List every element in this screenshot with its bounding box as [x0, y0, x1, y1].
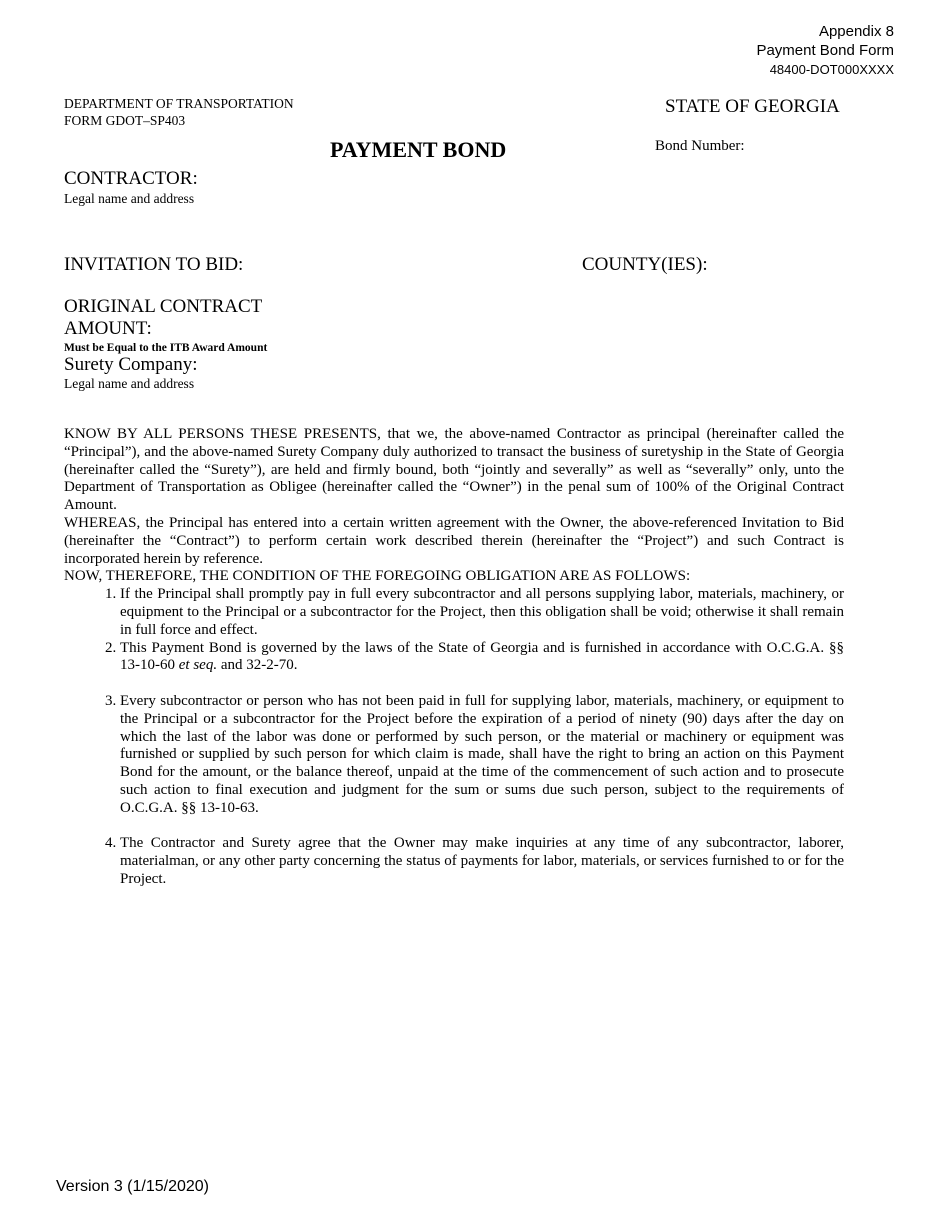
contractor-field: [64, 168, 198, 207]
original-amount-label-line1: ORIGINAL CONTRACT: [64, 296, 263, 317]
county-label: COUNTY(IES):: [582, 254, 708, 275]
original-amount-note: Must be Equal to the ITB Award Amount: [64, 342, 268, 354]
version-footer: Version 3 (1/15/2020): [56, 1178, 209, 1195]
original-amount-field: [64, 296, 267, 355]
bond-number-label: Bond Number:: [655, 138, 745, 154]
conditions-list: [64, 586, 844, 889]
condition-item-2-italic: et seq.: [178, 657, 218, 674]
contractor-sublabel: Legal name and address: [64, 191, 195, 206]
know-all-persons-paragraph: KNOW BY ALL PERSONS THESE PRESENTS, that we, the above-named Contractor as principal (hereinafter called the “Principal”), and the above-named Surety Company duly authorized to transact the business of suretyship in the State of Georgia (hereinafter called the “Surety”), are held and firmly bound, both “jointly and severally” as well as “severally” only, unto the Department of Transportation as Obligee (hereinafter called the “Owner”) in the penal sum of 100% of the Original Contract Amount.: [64, 426, 844, 514]
page-title: PAYMENT BOND: [330, 137, 507, 162]
condition-item-2-text: This Payment Bond is governed by the laws of the State of Georgia and is furnished in accordance with O.C.G.A. §§ 13-10-60: [120, 639, 844, 674]
appendix-header: [756, 22, 894, 79]
condition-heading: NOW, THEREFORE, THE CONDITION OF THE FOREGOING OBLIGATION ARE AS FOLLOWS:: [64, 568, 691, 585]
whereas-paragraph: WHEREAS, the Principal has entered into a certain written agreement with the Owner, the above-referenced Invitation to Bid (hereinafter the “Contract”) to perform certain work described therein (hereinafter the “Project”) and such Contract is incorporated herein by reference.: [64, 514, 844, 567]
surety-label: Surety Company:: [64, 354, 198, 375]
form-id: 48400-DOT000XXXX: [769, 62, 894, 77]
department-name: DEPARTMENT OF TRANSPORTATION: [64, 96, 294, 111]
surety-sublabel: Legal name and address: [64, 376, 195, 391]
invitation-to-bid-label: INVITATION TO BID:: [64, 254, 244, 275]
condition-item-3: 3. Every subcontractor or person who has not been paid in full for supplying labor, materials, machinery, or equipment to the Principal or a subcontractor for the Project before the expiration of a period of ninety (90) days after the day on which the last of the labor was done or performed by such person, or the material or machinery or equipment was furnished or supplied by such person for which claim is made, shall have the right to bring an action on this Payment Bond for the amount, or the balance thereof, unpaid at the time of the commencement of such action and to prosecute such action to final execution and judgment for the sum or sums due such person, subject to the requirements of O.C.G.A. §§ 13-10-63.: [120, 693, 844, 818]
surety-field: [64, 354, 198, 392]
original-amount-label-line2: AMOUNT:: [64, 318, 152, 339]
bond-body: [64, 426, 844, 889]
state-name: STATE OF GEORGIA: [665, 96, 840, 117]
form-code: FORM GDOT–SP403: [64, 113, 186, 128]
appendix-label: Appendix 8: [818, 23, 894, 40]
condition-item-4: 4. The Contractor and Surety agree that the Owner may make inquiries at any time of any subcontractor, laborer, materialman, or any other party concerning the status of payments for labor, materials, or services furnished to or for the Project.: [120, 835, 844, 888]
condition-item-2-tail: and 32-2-70.: [217, 657, 298, 674]
form-name: Payment Bond Form: [756, 42, 894, 59]
condition-item-2: [120, 640, 844, 676]
condition-item-1: 1. If the Principal shall promptly pay in full every subcontractor and all persons supplying labor, materials, machinery, or equipment to the Principal or a subcontractor for the Project, then this obligation shall be void; otherwise it shall remain in full force and effect.: [120, 586, 844, 639]
contractor-label: CONTRACTOR:: [64, 168, 198, 189]
department-block: [64, 95, 294, 129]
